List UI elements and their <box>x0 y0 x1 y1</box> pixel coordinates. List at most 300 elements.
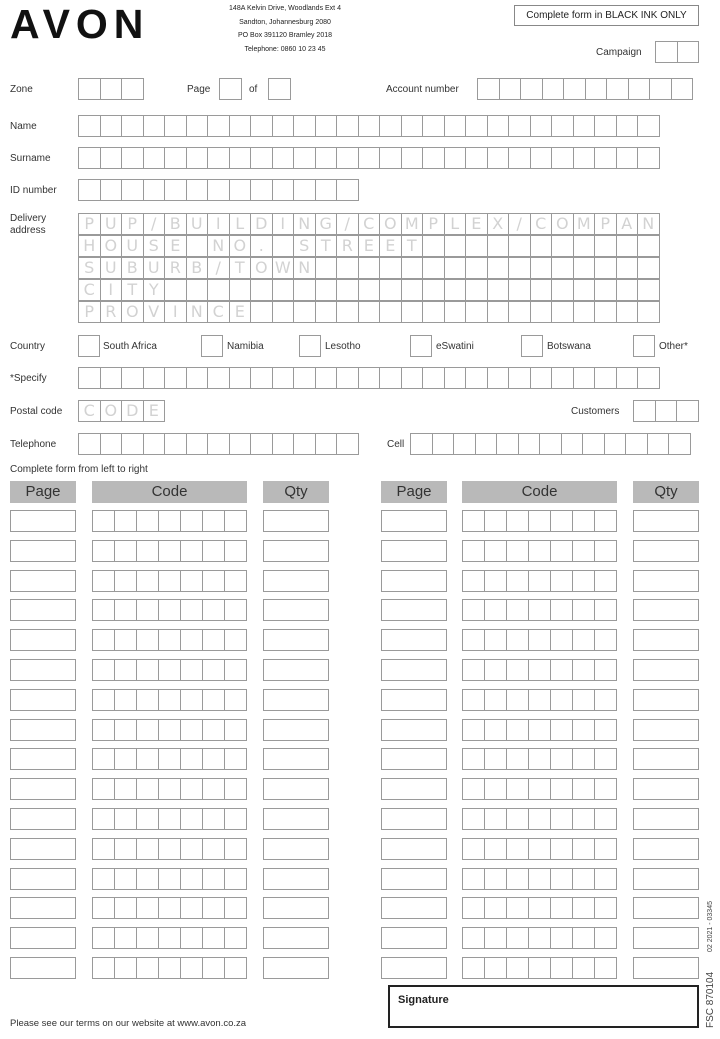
left-code-input[interactable] <box>92 540 246 562</box>
character-cell[interactable]: O <box>229 235 252 257</box>
character-cell[interactable]: / <box>143 213 166 235</box>
code-digit-cell[interactable] <box>550 540 573 562</box>
character-cell[interactable] <box>563 78 586 100</box>
zone-field[interactable] <box>78 78 143 100</box>
code-digit-cell[interactable] <box>550 897 573 919</box>
left-qty-input[interactable] <box>263 778 329 800</box>
code-digit-cell[interactable] <box>92 689 115 711</box>
character-cell[interactable] <box>207 433 230 455</box>
code-digit-cell[interactable] <box>202 838 225 860</box>
character-cell[interactable] <box>637 235 660 257</box>
code-digit-cell[interactable] <box>462 748 485 770</box>
delivery-line-3[interactable] <box>78 257 659 279</box>
code-digit-cell[interactable] <box>484 957 507 979</box>
code-digit-cell[interactable] <box>528 927 551 949</box>
character-cell[interactable] <box>573 367 596 389</box>
left-code-input[interactable] <box>92 659 246 681</box>
character-cell[interactable] <box>487 235 510 257</box>
right-qty-input[interactable] <box>633 957 699 979</box>
character-cell[interactable] <box>164 115 187 137</box>
code-digit-cell[interactable] <box>550 629 573 651</box>
character-cell[interactable] <box>465 115 488 137</box>
right-code-input[interactable] <box>462 510 616 532</box>
character-cell[interactable] <box>272 279 295 301</box>
code-digit-cell[interactable] <box>484 689 507 711</box>
character-cell[interactable] <box>530 279 553 301</box>
character-cell[interactable] <box>229 147 252 169</box>
right-code-input[interactable] <box>462 629 616 651</box>
code-digit-cell[interactable] <box>114 570 137 592</box>
character-cell[interactable] <box>100 78 123 100</box>
code-digit-cell[interactable] <box>528 838 551 860</box>
character-cell[interactable]: O <box>551 213 574 235</box>
character-cell[interactable] <box>143 367 166 389</box>
code-digit-cell[interactable] <box>114 540 137 562</box>
character-cell[interactable] <box>475 433 498 455</box>
character-cell[interactable] <box>671 78 694 100</box>
character-cell[interactable]: X <box>487 213 510 235</box>
character-cell[interactable]: N <box>293 257 316 279</box>
character-cell[interactable]: V <box>143 301 166 323</box>
code-digit-cell[interactable] <box>224 689 247 711</box>
code-digit-cell[interactable] <box>114 719 137 741</box>
code-digit-cell[interactable] <box>136 659 159 681</box>
character-cell[interactable]: T <box>315 235 338 257</box>
character-cell[interactable] <box>422 235 445 257</box>
character-cell[interactable] <box>229 367 252 389</box>
character-cell[interactable] <box>293 179 316 201</box>
character-cell[interactable]: P <box>78 213 101 235</box>
code-digit-cell[interactable] <box>136 748 159 770</box>
left-qty-input[interactable] <box>263 719 329 741</box>
country-checkbox-other[interactable] <box>633 335 655 357</box>
character-cell[interactable]: L <box>229 213 252 235</box>
character-cell[interactable] <box>143 179 166 201</box>
character-cell[interactable] <box>530 235 553 257</box>
character-cell[interactable] <box>477 78 500 100</box>
character-cell[interactable] <box>336 301 359 323</box>
code-digit-cell[interactable] <box>594 689 617 711</box>
code-digit-cell[interactable] <box>158 599 181 621</box>
character-cell[interactable] <box>229 179 252 201</box>
right-code-input[interactable] <box>462 868 616 890</box>
character-cell[interactable] <box>336 279 359 301</box>
left-code-input[interactable] <box>92 748 246 770</box>
code-digit-cell[interactable] <box>462 629 485 651</box>
code-digit-cell[interactable] <box>506 719 529 741</box>
code-digit-cell[interactable] <box>114 599 137 621</box>
character-cell[interactable] <box>625 433 648 455</box>
code-digit-cell[interactable] <box>136 689 159 711</box>
code-digit-cell[interactable] <box>594 629 617 651</box>
character-cell[interactable]: I <box>272 213 295 235</box>
character-cell[interactable]: N <box>186 301 209 323</box>
code-digit-cell[interactable] <box>224 808 247 830</box>
country-checkbox-eswatini[interactable] <box>410 335 432 357</box>
character-cell[interactable] <box>444 279 467 301</box>
left-page-input[interactable] <box>10 838 76 860</box>
code-digit-cell[interactable] <box>158 540 181 562</box>
right-qty-input[interactable] <box>633 599 699 621</box>
right-code-input[interactable] <box>462 659 616 681</box>
character-cell[interactable] <box>272 115 295 137</box>
character-cell[interactable] <box>78 179 101 201</box>
left-code-input[interactable] <box>92 599 246 621</box>
character-cell[interactable] <box>508 115 531 137</box>
code-digit-cell[interactable] <box>202 719 225 741</box>
character-cell[interactable] <box>186 279 209 301</box>
code-digit-cell[interactable] <box>114 897 137 919</box>
code-digit-cell[interactable] <box>158 868 181 890</box>
code-digit-cell[interactable] <box>180 808 203 830</box>
character-cell[interactable] <box>453 433 476 455</box>
character-cell[interactable]: O <box>250 257 273 279</box>
code-digit-cell[interactable] <box>506 957 529 979</box>
character-cell[interactable]: O <box>100 235 123 257</box>
left-code-input[interactable] <box>92 719 246 741</box>
character-cell[interactable] <box>100 367 123 389</box>
character-cell[interactable] <box>465 147 488 169</box>
character-cell[interactable] <box>539 433 562 455</box>
code-digit-cell[interactable] <box>158 808 181 830</box>
code-digit-cell[interactable] <box>224 927 247 949</box>
left-code-input[interactable] <box>92 868 246 890</box>
code-digit-cell[interactable] <box>550 838 573 860</box>
character-cell[interactable] <box>358 279 381 301</box>
character-cell[interactable] <box>358 147 381 169</box>
character-cell[interactable] <box>616 115 639 137</box>
page-field[interactable] <box>219 78 241 100</box>
right-code-input[interactable] <box>462 927 616 949</box>
character-cell[interactable]: U <box>186 213 209 235</box>
character-cell[interactable] <box>551 367 574 389</box>
code-digit-cell[interactable] <box>92 510 115 532</box>
code-digit-cell[interactable] <box>158 748 181 770</box>
character-cell[interactable] <box>143 433 166 455</box>
right-code-input[interactable] <box>462 689 616 711</box>
left-code-input[interactable] <box>92 510 246 532</box>
code-digit-cell[interactable] <box>180 748 203 770</box>
character-cell[interactable] <box>594 301 617 323</box>
code-digit-cell[interactable] <box>202 659 225 681</box>
code-digit-cell[interactable] <box>506 897 529 919</box>
character-cell[interactable] <box>315 433 338 455</box>
code-digit-cell[interactable] <box>572 570 595 592</box>
code-digit-cell[interactable] <box>202 957 225 979</box>
right-qty-input[interactable] <box>633 570 699 592</box>
character-cell[interactable] <box>315 301 338 323</box>
code-digit-cell[interactable] <box>506 599 529 621</box>
character-cell[interactable] <box>487 301 510 323</box>
postal-code-field[interactable] <box>78 400 164 422</box>
character-cell[interactable] <box>508 147 531 169</box>
telephone-field[interactable] <box>78 433 358 455</box>
code-digit-cell[interactable] <box>158 927 181 949</box>
code-digit-cell[interactable] <box>594 719 617 741</box>
character-cell[interactable] <box>100 179 123 201</box>
character-cell[interactable] <box>465 257 488 279</box>
right-code-input[interactable] <box>462 808 616 830</box>
character-cell[interactable] <box>444 235 467 257</box>
character-cell[interactable] <box>487 367 510 389</box>
delivery-line-2[interactable] <box>78 235 659 257</box>
character-cell[interactable]: P <box>422 213 445 235</box>
character-cell[interactable]: / <box>336 213 359 235</box>
code-digit-cell[interactable] <box>158 897 181 919</box>
code-digit-cell[interactable] <box>572 808 595 830</box>
right-page-input[interactable] <box>381 838 447 860</box>
code-digit-cell[interactable] <box>572 868 595 890</box>
code-digit-cell[interactable] <box>158 778 181 800</box>
character-cell[interactable] <box>401 147 424 169</box>
code-digit-cell[interactable] <box>572 957 595 979</box>
character-cell[interactable] <box>401 367 424 389</box>
character-cell[interactable] <box>530 257 553 279</box>
character-cell[interactable]: U <box>143 257 166 279</box>
code-digit-cell[interactable] <box>506 540 529 562</box>
character-cell[interactable]: E <box>379 235 402 257</box>
character-cell[interactable] <box>272 235 295 257</box>
character-cell[interactable] <box>78 147 101 169</box>
character-cell[interactable] <box>164 367 187 389</box>
code-digit-cell[interactable] <box>136 838 159 860</box>
code-digit-cell[interactable] <box>202 868 225 890</box>
character-cell[interactable]: E <box>358 235 381 257</box>
code-digit-cell[interactable] <box>202 748 225 770</box>
right-page-input[interactable] <box>381 540 447 562</box>
character-cell[interactable] <box>272 433 295 455</box>
code-digit-cell[interactable] <box>158 570 181 592</box>
character-cell[interactable] <box>561 433 584 455</box>
code-digit-cell[interactable] <box>572 927 595 949</box>
code-digit-cell[interactable] <box>136 868 159 890</box>
code-digit-cell[interactable] <box>92 868 115 890</box>
code-digit-cell[interactable] <box>158 510 181 532</box>
code-digit-cell[interactable] <box>572 897 595 919</box>
code-digit-cell[interactable] <box>92 927 115 949</box>
code-digit-cell[interactable] <box>506 510 529 532</box>
character-cell[interactable] <box>315 115 338 137</box>
right-code-input[interactable] <box>462 778 616 800</box>
code-digit-cell[interactable] <box>528 510 551 532</box>
code-digit-cell[interactable] <box>114 808 137 830</box>
code-digit-cell[interactable] <box>550 748 573 770</box>
character-cell[interactable] <box>100 147 123 169</box>
character-cell[interactable] <box>633 400 656 422</box>
code-digit-cell[interactable] <box>462 778 485 800</box>
character-cell[interactable] <box>594 279 617 301</box>
character-cell[interactable] <box>336 115 359 137</box>
character-cell[interactable] <box>272 301 295 323</box>
character-cell[interactable] <box>551 257 574 279</box>
code-digit-cell[interactable] <box>180 957 203 979</box>
character-cell[interactable] <box>465 367 488 389</box>
code-digit-cell[interactable] <box>594 599 617 621</box>
character-cell[interactable] <box>379 147 402 169</box>
left-page-input[interactable] <box>10 927 76 949</box>
character-cell[interactable] <box>336 367 359 389</box>
name-field[interactable] <box>78 115 659 137</box>
character-cell[interactable] <box>186 179 209 201</box>
character-cell[interactable] <box>668 433 691 455</box>
character-cell[interactable] <box>628 78 651 100</box>
left-page-input[interactable] <box>10 629 76 651</box>
right-page-input[interactable] <box>381 599 447 621</box>
code-digit-cell[interactable] <box>506 748 529 770</box>
left-code-input[interactable] <box>92 897 246 919</box>
character-cell[interactable] <box>272 367 295 389</box>
code-digit-cell[interactable] <box>224 599 247 621</box>
code-digit-cell[interactable] <box>224 570 247 592</box>
code-digit-cell[interactable] <box>92 599 115 621</box>
code-digit-cell[interactable] <box>224 778 247 800</box>
character-cell[interactable] <box>410 433 433 455</box>
character-cell[interactable]: N <box>637 213 660 235</box>
left-page-input[interactable] <box>10 748 76 770</box>
character-cell[interactable]: C <box>358 213 381 235</box>
code-digit-cell[interactable] <box>202 927 225 949</box>
code-digit-cell[interactable] <box>572 778 595 800</box>
character-cell[interactable] <box>78 433 101 455</box>
code-digit-cell[interactable] <box>550 868 573 890</box>
cell-field[interactable] <box>410 433 690 455</box>
character-cell[interactable] <box>272 179 295 201</box>
character-cell[interactable]: M <box>573 213 596 235</box>
character-cell[interactable]: O <box>121 301 144 323</box>
character-cell[interactable] <box>508 301 531 323</box>
right-page-input[interactable] <box>381 778 447 800</box>
character-cell[interactable] <box>604 433 627 455</box>
left-code-input[interactable] <box>92 778 246 800</box>
right-qty-input[interactable] <box>633 748 699 770</box>
right-qty-input[interactable] <box>633 838 699 860</box>
character-cell[interactable] <box>444 257 467 279</box>
code-digit-cell[interactable] <box>484 599 507 621</box>
code-digit-cell[interactable] <box>594 748 617 770</box>
code-digit-cell[interactable] <box>528 897 551 919</box>
left-code-input[interactable] <box>92 689 246 711</box>
right-page-input[interactable] <box>381 629 447 651</box>
code-digit-cell[interactable] <box>462 838 485 860</box>
code-digit-cell[interactable] <box>506 570 529 592</box>
character-cell[interactable] <box>293 433 316 455</box>
code-digit-cell[interactable] <box>572 540 595 562</box>
character-cell[interactable] <box>444 147 467 169</box>
character-cell[interactable] <box>616 257 639 279</box>
right-qty-input[interactable] <box>633 897 699 919</box>
character-cell[interactable] <box>293 147 316 169</box>
code-digit-cell[interactable] <box>462 510 485 532</box>
left-qty-input[interactable] <box>263 689 329 711</box>
code-digit-cell[interactable] <box>550 510 573 532</box>
code-digit-cell[interactable] <box>506 868 529 890</box>
character-cell[interactable] <box>676 400 699 422</box>
right-code-input[interactable] <box>462 838 616 860</box>
character-cell[interactable] <box>358 115 381 137</box>
character-cell[interactable] <box>573 301 596 323</box>
code-digit-cell[interactable] <box>462 570 485 592</box>
code-digit-cell[interactable] <box>572 629 595 651</box>
character-cell[interactable] <box>358 257 381 279</box>
code-digit-cell[interactable] <box>462 957 485 979</box>
character-cell[interactable] <box>121 367 144 389</box>
code-digit-cell[interactable] <box>550 689 573 711</box>
character-cell[interactable] <box>637 301 660 323</box>
code-digit-cell[interactable] <box>462 689 485 711</box>
character-cell[interactable]: O <box>379 213 402 235</box>
character-cell[interactable] <box>508 279 531 301</box>
code-digit-cell[interactable] <box>528 778 551 800</box>
character-cell[interactable] <box>655 400 678 422</box>
character-cell[interactable] <box>616 279 639 301</box>
character-cell[interactable] <box>465 301 488 323</box>
left-code-input[interactable] <box>92 927 246 949</box>
character-cell[interactable] <box>100 433 123 455</box>
right-code-input[interactable] <box>462 570 616 592</box>
right-code-input[interactable] <box>462 540 616 562</box>
character-cell[interactable]: C <box>78 400 101 422</box>
code-digit-cell[interactable] <box>528 659 551 681</box>
code-digit-cell[interactable] <box>202 570 225 592</box>
code-digit-cell[interactable] <box>224 868 247 890</box>
character-cell[interactable]: E <box>143 400 166 422</box>
character-cell[interactable] <box>250 433 273 455</box>
code-digit-cell[interactable] <box>136 719 159 741</box>
character-cell[interactable] <box>616 235 639 257</box>
code-digit-cell[interactable] <box>594 808 617 830</box>
code-digit-cell[interactable] <box>594 570 617 592</box>
character-cell[interactable]: W <box>272 257 295 279</box>
right-page-input[interactable] <box>381 868 447 890</box>
code-digit-cell[interactable] <box>572 689 595 711</box>
character-cell[interactable] <box>272 147 295 169</box>
character-cell[interactable] <box>293 301 316 323</box>
code-digit-cell[interactable] <box>136 629 159 651</box>
code-digit-cell[interactable] <box>114 778 137 800</box>
character-cell[interactable]: / <box>207 257 230 279</box>
character-cell[interactable] <box>315 147 338 169</box>
code-digit-cell[interactable] <box>506 778 529 800</box>
right-qty-input[interactable] <box>633 629 699 651</box>
left-page-input[interactable] <box>10 540 76 562</box>
code-digit-cell[interactable] <box>528 570 551 592</box>
code-digit-cell[interactable] <box>158 719 181 741</box>
character-cell[interactable] <box>336 147 359 169</box>
code-digit-cell[interactable] <box>506 689 529 711</box>
code-digit-cell[interactable] <box>528 868 551 890</box>
left-page-input[interactable] <box>10 778 76 800</box>
character-cell[interactable] <box>401 257 424 279</box>
character-cell[interactable] <box>250 367 273 389</box>
code-digit-cell[interactable] <box>92 838 115 860</box>
right-code-input[interactable] <box>462 897 616 919</box>
character-cell[interactable] <box>465 279 488 301</box>
left-page-input[interactable] <box>10 719 76 741</box>
character-cell[interactable] <box>637 115 660 137</box>
left-qty-input[interactable] <box>263 868 329 890</box>
character-cell[interactable]: . <box>250 235 273 257</box>
code-digit-cell[interactable] <box>484 868 507 890</box>
code-digit-cell[interactable] <box>136 778 159 800</box>
country-checkbox-namibia[interactable] <box>201 335 223 357</box>
code-digit-cell[interactable] <box>92 778 115 800</box>
left-qty-input[interactable] <box>263 957 329 979</box>
character-cell[interactable] <box>616 147 639 169</box>
code-digit-cell[interactable] <box>180 719 203 741</box>
code-digit-cell[interactable] <box>528 599 551 621</box>
character-cell[interactable] <box>422 279 445 301</box>
right-qty-input[interactable] <box>633 808 699 830</box>
